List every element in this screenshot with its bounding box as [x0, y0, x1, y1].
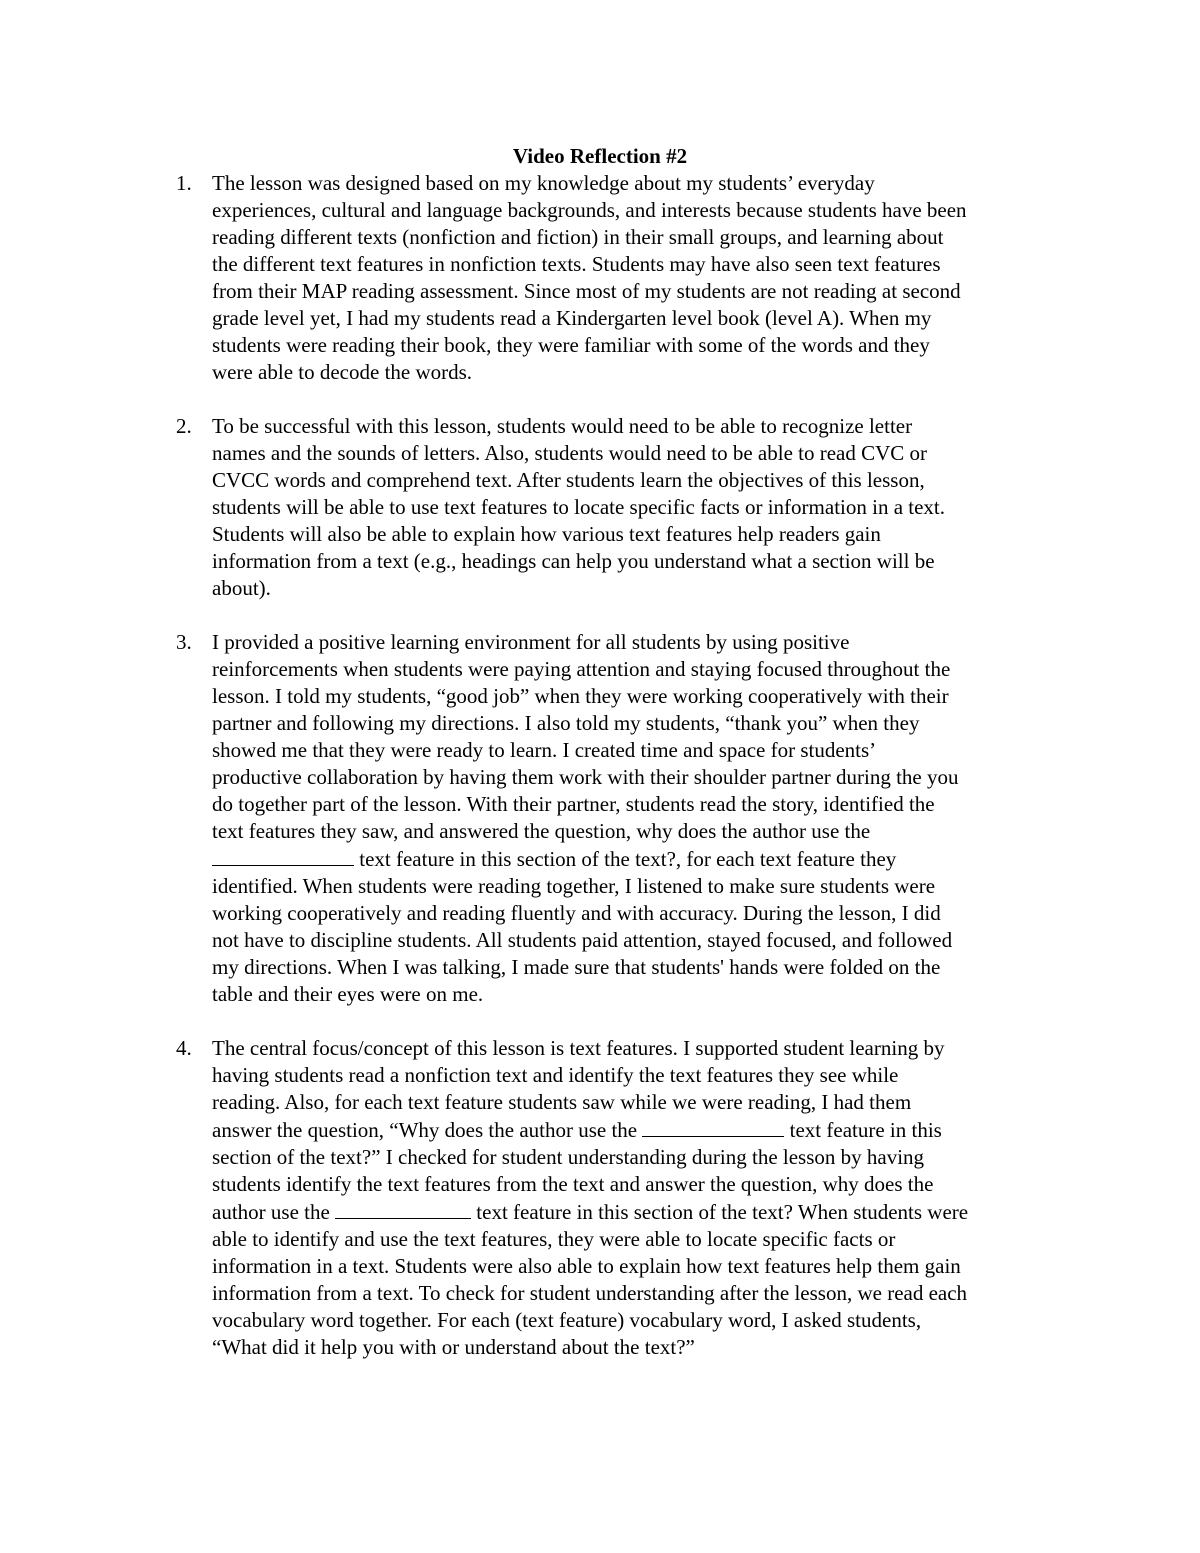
text-line: I provided a positive learning environment for all students by using positive — [212, 630, 850, 654]
list-item-number: 1. — [176, 171, 192, 195]
text-segment: text feature in this section of the text? When students were — [471, 1200, 969, 1224]
text-line-with-blank — [212, 1116, 1064, 1144]
list-item-1 — [176, 170, 1066, 386]
list-item-3 — [176, 629, 1066, 1008]
list-item-4 — [176, 1035, 1066, 1361]
text-line: having students read a nonfiction text and identify the text features they see while — [212, 1063, 899, 1087]
fill-in-blank — [335, 1198, 471, 1219]
list-item-2 — [176, 413, 1066, 602]
list-item-body — [212, 413, 1064, 602]
text-line: Students will also be able to explain how various text features help readers gain — [212, 522, 881, 546]
text-segment: text feature in this — [784, 1118, 942, 1142]
text-line: The lesson was designed based on my knowledge about my students’ everyday — [212, 171, 875, 195]
text-line: able to identify and use the text features, they were able to locate specific facts or — [212, 1227, 896, 1251]
text-line: CVCC words and comprehend text. After students learn the objectives of this lesson, — [212, 468, 925, 492]
text-line: identified. When students were reading together, I listened to make sure students were — [212, 874, 936, 898]
list-item-body — [212, 170, 1064, 386]
list-item-body — [212, 1035, 1064, 1361]
fill-in-blank — [212, 845, 354, 866]
list-item-number: 3. — [176, 630, 192, 654]
text-line-with-blank — [212, 845, 1064, 873]
text-segment: author use the — [212, 1200, 336, 1224]
text-line: lesson. I told my students, “good job” when they were working cooperatively with their — [212, 684, 949, 708]
text-line: not have to discipline students. All students paid attention, stayed focused, and followed — [212, 928, 953, 952]
reflection-list — [176, 170, 1066, 1361]
text-line: working cooperatively and reading fluently and with accuracy. During the lesson, I did — [212, 901, 941, 925]
text-line: information from a text. To check for student understanding after the lesson, we read each — [212, 1281, 968, 1305]
document-title: Video Reflection #2 — [512, 144, 688, 168]
text-line: from their MAP reading assessment. Since most of my students are not reading at second — [212, 279, 961, 303]
text-line: reading. Also, for each text feature students saw while we were reading, I had them — [212, 1090, 912, 1114]
list-item-number: 4. — [176, 1036, 192, 1060]
text-line: students identify the text features from the text and answer the question, why does the — [212, 1172, 934, 1196]
text-line-with-blank — [212, 1198, 1064, 1226]
text-line: reinforcements when students were paying attention and staying focused throughout the — [212, 657, 951, 681]
fill-in-blank — [642, 1116, 784, 1137]
text-line: To be successful with this lesson, students would need to be able to recognize letter — [212, 414, 913, 438]
text-line: students will be able to use text features to locate specific facts or information in a text. — [212, 495, 946, 519]
text-segment: text feature in this section of the text?, for each text feature they — [354, 847, 897, 871]
text-line: names and the sounds of letters. Also, students would need to be able to read CVC or — [212, 441, 928, 465]
text-line: vocabulary word together. For each (text feature) vocabulary word, I asked students, — [212, 1308, 922, 1332]
text-line: table and their eyes were on me. — [212, 982, 484, 1006]
text-line: information from a text (e.g., headings can help you understand what a section will be — [212, 549, 935, 573]
text-line: my directions. When I was talking, I made sure that students' hands were folded on the — [212, 955, 941, 979]
text-line: “What did it help you with or understand about the text?” — [212, 1335, 695, 1359]
text-line: The central focus/concept of this lesson is text features. I supported student learning by — [212, 1036, 945, 1060]
text-line: grade level yet, I had my students read a Kindergarten level book (level A). When my — [212, 306, 932, 330]
text-line: showed me that they were ready to learn. I created time and space for students’ — [212, 738, 877, 762]
text-line: productive collaboration by having them work with their shoulder partner during the you — [212, 765, 959, 789]
text-line: text features they saw, and answered the question, why does the author use the — [212, 819, 871, 843]
text-line: reading different texts (nonfiction and fiction) in their small groups, and learning about — [212, 225, 944, 249]
list-item-body — [212, 629, 1064, 1008]
text-segment: answer the question, “Why does the author use the — [212, 1118, 643, 1142]
text-line: do together part of the lesson. With their partner, students read the story, identified the — [212, 792, 935, 816]
text-line: information in a text. Students were also able to explain how text features help them gain — [212, 1254, 961, 1278]
text-line: were able to decode the words. — [212, 360, 473, 384]
text-line: the different text features in nonfiction texts. Students may have also seen text features — [212, 252, 941, 276]
text-line: partner and following my directions. I also told my students, “thank you” when they — [212, 711, 920, 735]
text-line: about). — [212, 576, 271, 600]
text-line: section of the text?” I checked for student understanding during the lesson by having — [212, 1145, 925, 1169]
text-line: experiences, cultural and language backgrounds, and interests because students have been — [212, 198, 967, 222]
list-item-number: 2. — [176, 414, 192, 438]
text-line: students were reading their book, they were familiar with some of the words and they — [212, 333, 930, 357]
